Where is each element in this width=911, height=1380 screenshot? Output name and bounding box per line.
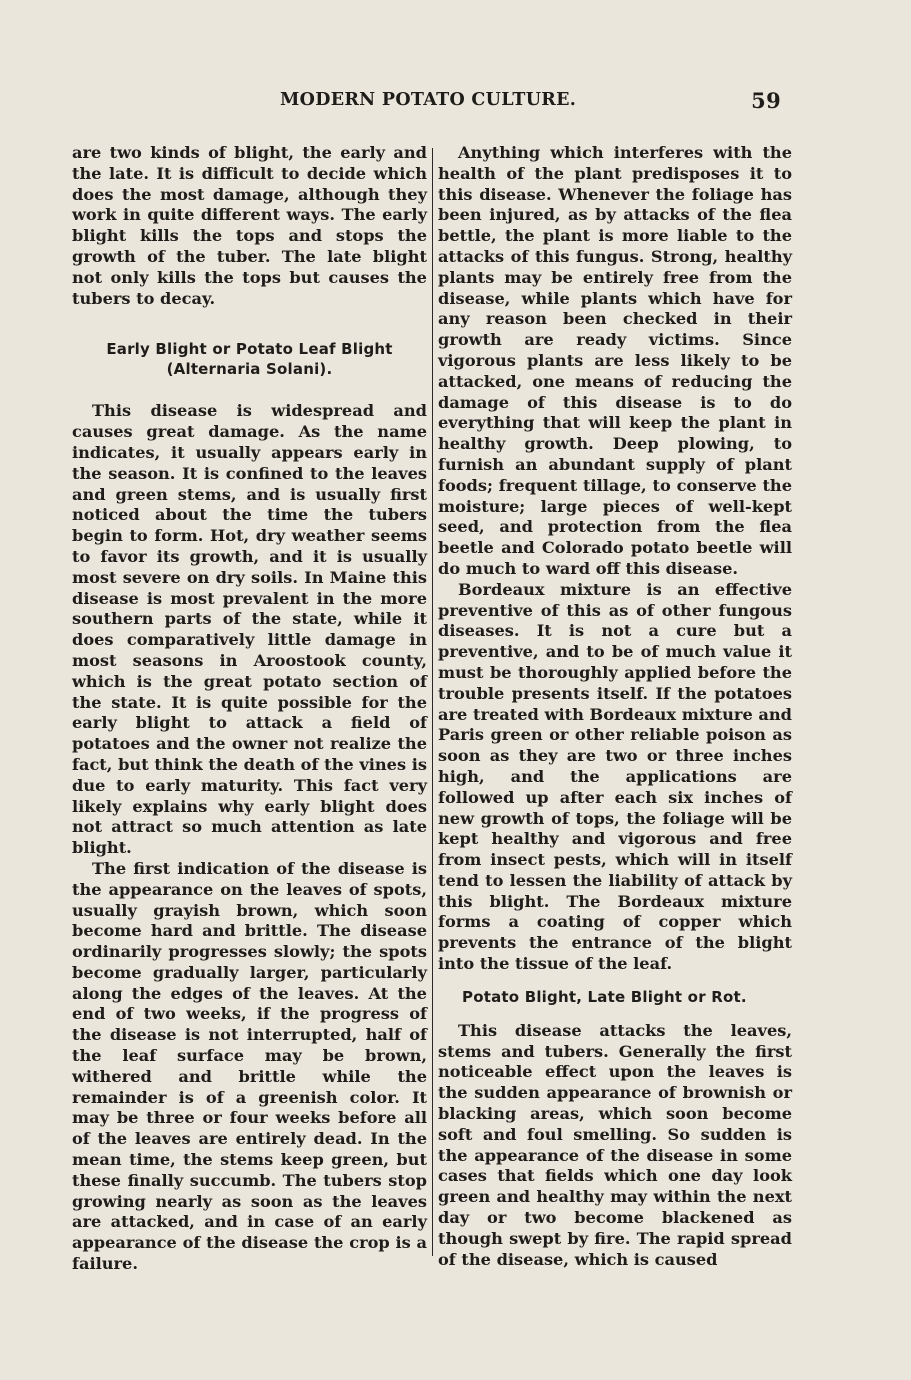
paragraph: This disease attacks the leaves, stems and tubers. Generally the first noticeable effect upon the leaves is the sudden appearance of brownish or blacking areas, which soon become soft and foul smelling. So sudden is the appearance of the disease in some cases that fields which one day look green and healthy may within the next day or two become blackened as though swept by fire. The rapid spread of the disease, which is caused — [438, 1020, 792, 1269]
paragraph: This disease is widespread and causes great damage. As the name indicates, it usually appears early in the season. It is confined to the leaves and green stems, and is usually first noticed about the time the tubers begin to form. Hot, dry weather seems to favor its growth, and it is usually most severe on dry soils. In Maine this disease is most prevalent in the more southern parts of the state, while it does comparatively little damage in most seasons in Aroostook county, which is the great potato section of the state. It is quite possible for the early blight to attack a field of potatoes and the owner not realize the fact, but think the death of the vines is due to early maturity. This fact very likely explains why early blight does not attract so much attention as late blight. — [72, 401, 427, 858]
paragraph: are two kinds of blight, the early and the late. It is difficult to decide which does the most damage, although they work in quite different ways. The early blight kills the tops and stops the growth of the tuber. The late blight not only kills the tops but causes the tubers to decay. — [72, 143, 427, 308]
paragraph: The first indication of the disease is the appearance on the leaves of spots, usually grayish brown, which soon become hard and brittle. The disease ordinarily progresses slowly; the spots become gradually larger, particularly along the edges of the leaves. At the end of two weeks, if the progress of the disease is not interrupted, half of the leaf surface may be brown, withered and brittle while the remainder is of a greenish color. It may be three or four weeks before all of the leaves are entirely dead. In the mean time, the stems keep green, but these finally succumb. The tubers stop growing nearly as soon as the leaves are attacked, and in case of an early appearance of the disease the crop is a failure. — [72, 858, 427, 1274]
section-heading-late-blight: Potato Blight, Late Blight or Rot. — [462, 987, 747, 1006]
section-heading-early-blight: Early Blight or Potato Leaf Blight (Alternaria Solani). — [106, 340, 393, 379]
right-column — [438, 143, 792, 1270]
left-column — [72, 143, 427, 1275]
paragraph: Bordeaux mixture is an effective preventive of this as of other fungous diseases. It is not a cure but a preventive, and to be of much value it must be thoroughly applied before the trouble presents itself. If the potatoes are treated with Bordeaux mixture and Paris green or other reliable poison as soon as they are two or three inches high, and the applications are followed up after each six inches of new growth of tops, the foliage will be kept healthy and vigorous and free from insect pests, which will in itself tend to lessen the liability of attack by this blight. The Bordeaux mixture forms a coating of copper which prevents the entrance of the blight into the tissue of the leaf. — [438, 579, 792, 974]
paragraph: Anything which interferes with the health of the plant predisposes it to this disease. Whenever the foliage has been injured, as by attacks of the flea bettle, the plant is more liable to the attacks of this fungus. Strong, healthy plants may be entirely free from the disease, while plants which have for any reason been checked in their growth are ready victims. Since vigorous plants are less likely to be attacked, one means of reducing the damage of this disease is to do everything that will keep the plant in healthy growth. Deep plowing, to furnish an abundant supply of plant foods; frequent tillage, to conserve the moisture; large pieces of well-kept seed, and protection from the flea beetle and Colorado potato beetle will do much to ward off this disease. — [438, 143, 792, 578]
column-divider — [432, 148, 433, 1256]
running-head — [280, 88, 800, 113]
running-title: MODERN POTATO CULTURE. — [280, 90, 577, 110]
page-number: 59 — [751, 88, 781, 113]
